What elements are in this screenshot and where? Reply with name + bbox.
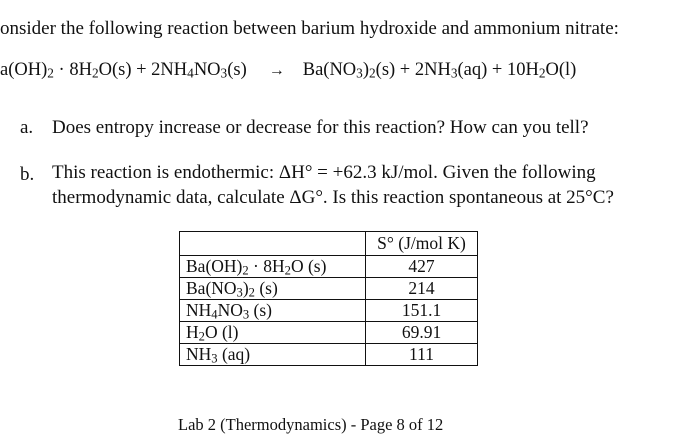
compound-cell: $NH_4NO_3$ (s) bbox=[180, 300, 366, 322]
table-row bbox=[180, 300, 478, 322]
question-b-text-line1: This reaction is endothermic: ΔH° = +62.3 kJ/mol. Given the following bbox=[52, 162, 596, 183]
table-row bbox=[180, 344, 478, 366]
entropy-value-cell: 427 bbox=[366, 256, 478, 278]
table-header-row bbox=[180, 232, 478, 256]
entropy-value-cell: 111 bbox=[366, 344, 478, 366]
compound-cell: $Ba(OH)_2 \cdot 8H_2O$ (s) bbox=[180, 256, 366, 278]
question-b-letter: b. bbox=[20, 164, 35, 185]
table-header-empty-cell bbox=[180, 232, 366, 256]
intro-text: onsider the following reaction between barium hydroxide and ammonium nitrate: bbox=[0, 18, 619, 39]
entropy-table bbox=[179, 231, 478, 366]
reaction-equation: $a(OH)_2 \cdot 8H_2O(s) + 2NH_4NO_3(s) \to Ba(NO_3)_2(s) + 2NH_3(aq) + 10H_2O(l)$ bbox=[0, 60, 577, 81]
table-row bbox=[180, 322, 478, 344]
compound-cell: $H_2O$ (l) bbox=[180, 322, 366, 344]
entropy-value-cell: 69.91 bbox=[366, 322, 478, 344]
table-row bbox=[180, 278, 478, 300]
entropy-value-cell: 214 bbox=[366, 278, 478, 300]
table-row bbox=[180, 256, 478, 278]
page-footer: Lab 2 (Thermodynamics) - Page 8 of 12 bbox=[178, 415, 444, 434]
question-a-text: Does entropy increase or decrease for this reaction? How can you tell? bbox=[52, 117, 589, 138]
reaction-arrow-icon: → bbox=[268, 62, 285, 79]
question-b-text-line2: thermodynamic data, calculate ΔG°. Is this reaction spontaneous at 25°C? bbox=[52, 187, 614, 208]
table-header-cell: S° (J/mol K) bbox=[366, 232, 478, 256]
question-a-letter: a. bbox=[20, 117, 34, 138]
entropy-value-cell: 151.1 bbox=[366, 300, 478, 322]
compound-cell: $NH_3$ (aq) bbox=[180, 344, 366, 366]
compound-cell: $Ba(NO_3)_2$ (s) bbox=[180, 278, 366, 300]
